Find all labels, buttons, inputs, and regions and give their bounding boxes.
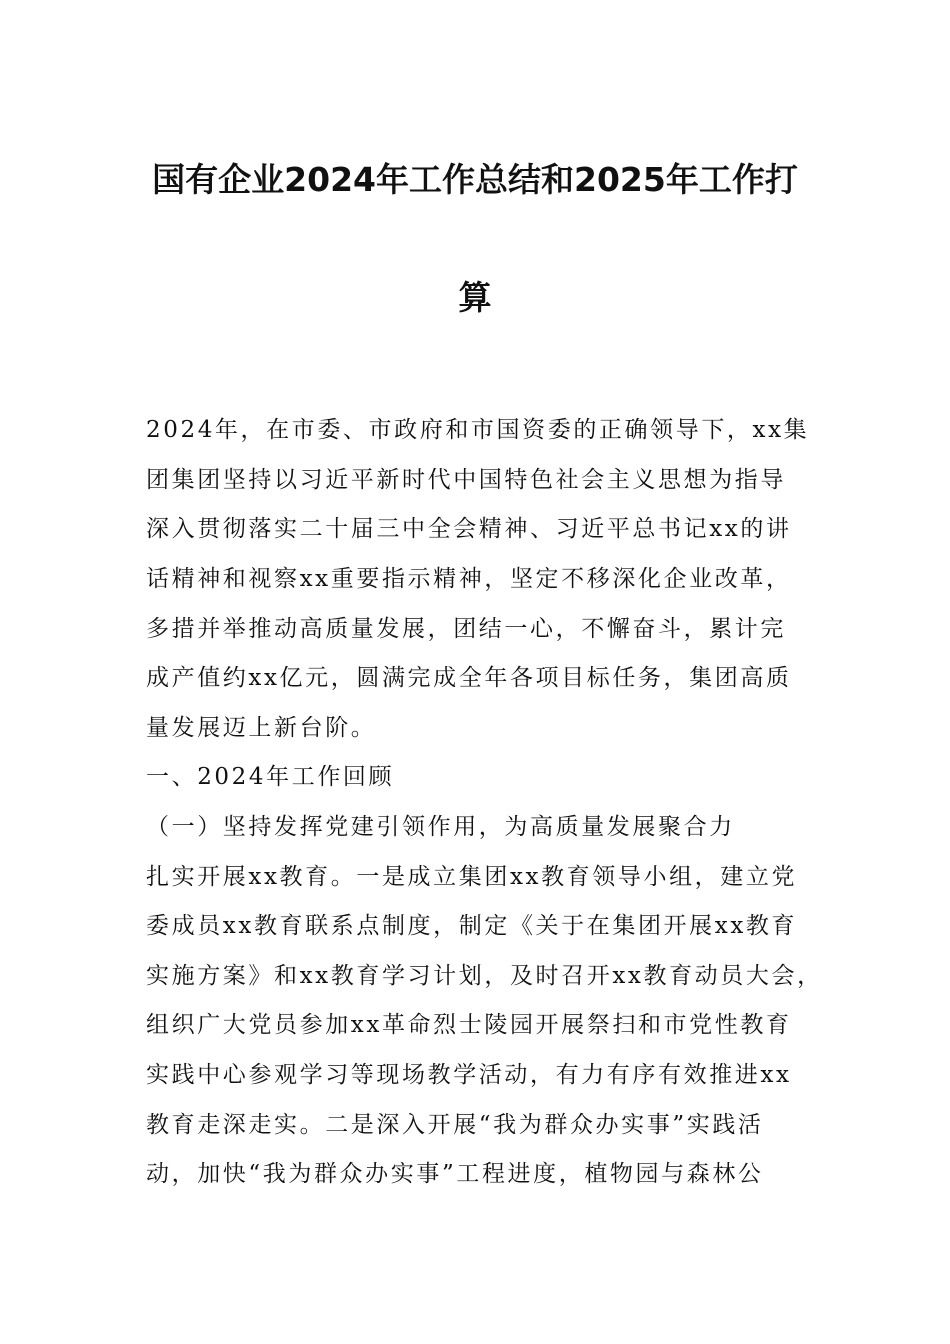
paragraph-line: 实践中心参观学习等现场教学活动，有力有序有效推进xx [146, 1062, 792, 1088]
paragraph-line: 量发展迈上新台阶。 [146, 715, 377, 741]
paragraph-line: 成产值约xx亿元，圆满完成全年各项目标任务，集团高质 [146, 665, 792, 691]
paragraph-line: 2024年，在市委、市政府和市国资委的正确领导下，xx集 [146, 417, 810, 443]
document-title-line-1: 国有企业2024年工作总结和2025年工作打 [152, 160, 798, 199]
paragraph-line: 多措并举推动高质量发展，团结一心，不懈奋斗，累计完 [146, 616, 786, 642]
paragraph-line: 扎实开展xx教育。一是成立集团xx教育领导小组，建立党 [146, 864, 798, 890]
paragraph-line: 实施方案》和xx教育学习计划，及时召开xx教育动员大会， [146, 963, 823, 989]
section-heading: 一、2024年工作回顾 [146, 764, 395, 790]
paragraph-line: 动，加快“我为群众办实事”工程进度，植物园与森林公 [146, 1161, 764, 1187]
paragraph-line: 组织广大党员参加xx革命烈士陵园开展祭扫和市党性教育 [146, 1012, 792, 1038]
paragraph-line: 委成员xx教育联系点制度，制定《关于在集团开展xx教育 [146, 913, 798, 939]
document-title-line-2: 算 [458, 278, 492, 317]
subsection-heading: （一）坚持发挥党建引领作用，为高质量发展聚合力 [146, 814, 735, 840]
paragraph-line: 团集团坚持以习近平新时代中国特色社会主义思想为指导 [146, 467, 786, 493]
paragraph-line: 深入贯彻落实二十届三中全会精神、习近平总书记xx的讲 [146, 516, 792, 542]
paragraph-line: 教育走深走实。二是深入开展“我为群众办实事”实践活 [146, 1112, 764, 1138]
paragraph-line: 话精神和视察xx重要指示精神，坚定不移深化企业改革， [146, 566, 792, 592]
